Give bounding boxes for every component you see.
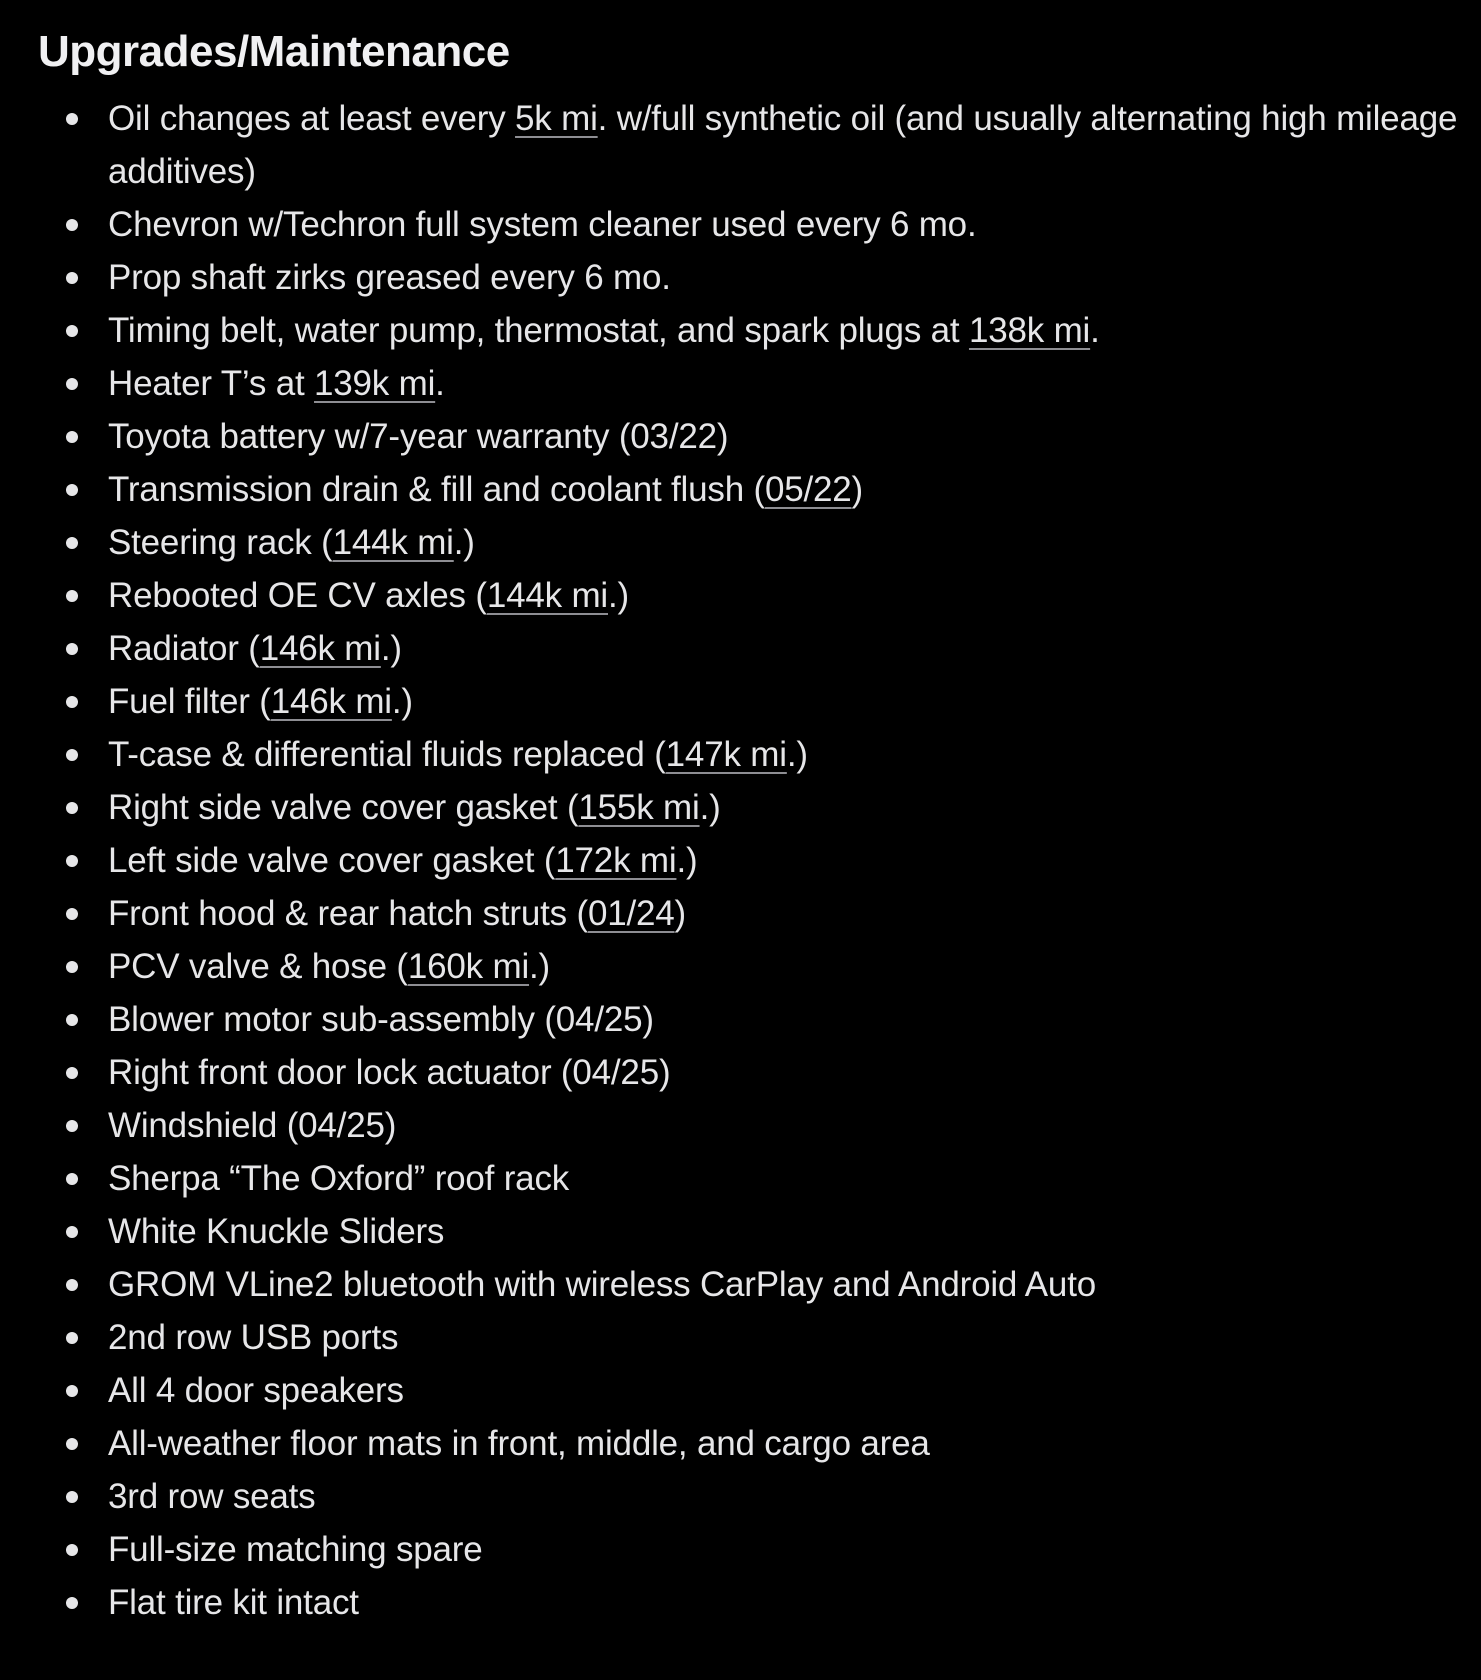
date-link[interactable]: 01/24 bbox=[587, 894, 675, 933]
bullet-icon bbox=[66, 696, 78, 708]
mileage-link[interactable]: 139k mi bbox=[314, 364, 436, 403]
date-link[interactable]: 05/22 bbox=[764, 470, 852, 509]
bullet-icon bbox=[66, 643, 78, 655]
mileage-link[interactable]: 144k mi bbox=[332, 523, 454, 562]
note-body bbox=[38, 22, 1458, 1629]
list-item: Timing belt, water pump, thermostat, and spark plugs at 138k mi. bbox=[108, 304, 1458, 357]
bullet-icon bbox=[66, 1597, 78, 1609]
list-item: Oil changes at least every 5k mi. w/full synthetic oil (and usually alternating high mileage additives) bbox=[108, 92, 1458, 198]
list-item: Left side valve cover gasket (172k mi.) bbox=[108, 834, 1458, 887]
list-item: Blower motor sub-assembly (04/25) bbox=[108, 993, 1458, 1046]
bullet-icon bbox=[66, 1226, 78, 1238]
mileage-link[interactable]: 172k mi bbox=[555, 841, 677, 880]
list-item: Right side valve cover gasket (155k mi.) bbox=[108, 781, 1458, 834]
list-item: Windshield (04/25) bbox=[108, 1099, 1458, 1152]
list-item: GROM VLine2 bluetooth with wireless CarPlay and Android Auto bbox=[108, 1258, 1458, 1311]
list-item: Chevron w/Techron full system cleaner used every 6 mo. bbox=[108, 198, 1458, 251]
bullet-icon bbox=[66, 1385, 78, 1397]
bullet-icon bbox=[66, 908, 78, 920]
list-item: Flat tire kit intact bbox=[108, 1576, 1458, 1629]
bullet-icon bbox=[66, 431, 78, 443]
mileage-link[interactable]: 147k mi bbox=[665, 735, 787, 774]
bullet-icon bbox=[66, 1438, 78, 1450]
list-item: Rebooted OE CV axles (144k mi.) bbox=[108, 569, 1458, 622]
note-heading: Upgrades/Maintenance bbox=[38, 27, 510, 76]
list-item: All-weather floor mats in front, middle, and cargo area bbox=[108, 1417, 1458, 1470]
mileage-link[interactable]: 160k mi bbox=[407, 947, 530, 986]
list-item: Sherpa “The Oxford” roof rack bbox=[108, 1152, 1458, 1205]
list-item: 2nd row USB ports bbox=[108, 1311, 1458, 1364]
list-item: White Knuckle Sliders bbox=[108, 1205, 1458, 1258]
bullet-icon bbox=[66, 1491, 78, 1503]
list-item: Transmission drain & fill and coolant flush (05/22) bbox=[108, 463, 1458, 516]
bullet-icon bbox=[66, 272, 78, 284]
bullet-icon bbox=[66, 1014, 78, 1026]
bullet-icon bbox=[66, 1120, 78, 1132]
bullet-icon bbox=[66, 1332, 78, 1344]
bullet-icon bbox=[66, 378, 78, 390]
list-item: Steering rack (144k mi.) bbox=[108, 516, 1458, 569]
list-item: 3rd row seats bbox=[108, 1470, 1458, 1523]
bullet-icon bbox=[66, 325, 78, 337]
mileage-link[interactable]: 5k mi bbox=[515, 99, 598, 138]
bullet-icon bbox=[66, 855, 78, 867]
list-item: Right front door lock actuator (04/25) bbox=[108, 1046, 1458, 1099]
list-item: All 4 door speakers bbox=[108, 1364, 1458, 1417]
mileage-link[interactable]: 138k mi bbox=[968, 311, 1091, 350]
list-item: Prop shaft zirks greased every 6 mo. bbox=[108, 251, 1458, 304]
bullet-icon bbox=[66, 590, 78, 602]
list-item: Front hood & rear hatch struts (01/24) bbox=[108, 887, 1458, 940]
list-item: PCV valve & hose (160k mi.) bbox=[108, 940, 1458, 993]
bullet-icon bbox=[66, 749, 78, 761]
bullet-icon bbox=[66, 1544, 78, 1556]
bullet-icon bbox=[66, 1067, 78, 1079]
maintenance-list bbox=[38, 92, 1458, 1629]
list-item: Fuel filter (146k mi.) bbox=[108, 675, 1458, 728]
list-item: Radiator (146k mi.) bbox=[108, 622, 1458, 675]
bullet-icon bbox=[66, 1173, 78, 1185]
bullet-icon bbox=[66, 484, 78, 496]
list-item: Full-size matching spare bbox=[108, 1523, 1458, 1576]
mileage-link[interactable]: 144k mi bbox=[486, 576, 608, 615]
mileage-link[interactable]: 155k mi bbox=[578, 788, 700, 827]
bullet-icon bbox=[66, 802, 78, 814]
bullet-icon bbox=[66, 961, 78, 973]
list-item: Heater T’s at 139k mi. bbox=[108, 357, 1458, 410]
list-item: T-case & differential fluids replaced (147k mi.) bbox=[108, 728, 1458, 781]
mileage-link[interactable]: 146k mi bbox=[270, 682, 392, 721]
bullet-icon bbox=[66, 113, 78, 125]
mileage-link[interactable]: 146k mi bbox=[259, 629, 381, 668]
bullet-icon bbox=[66, 1279, 78, 1291]
list-item: Toyota battery w/7-year warranty (03/22) bbox=[108, 410, 1458, 463]
bullet-icon bbox=[66, 537, 78, 549]
bullet-icon bbox=[66, 219, 78, 231]
